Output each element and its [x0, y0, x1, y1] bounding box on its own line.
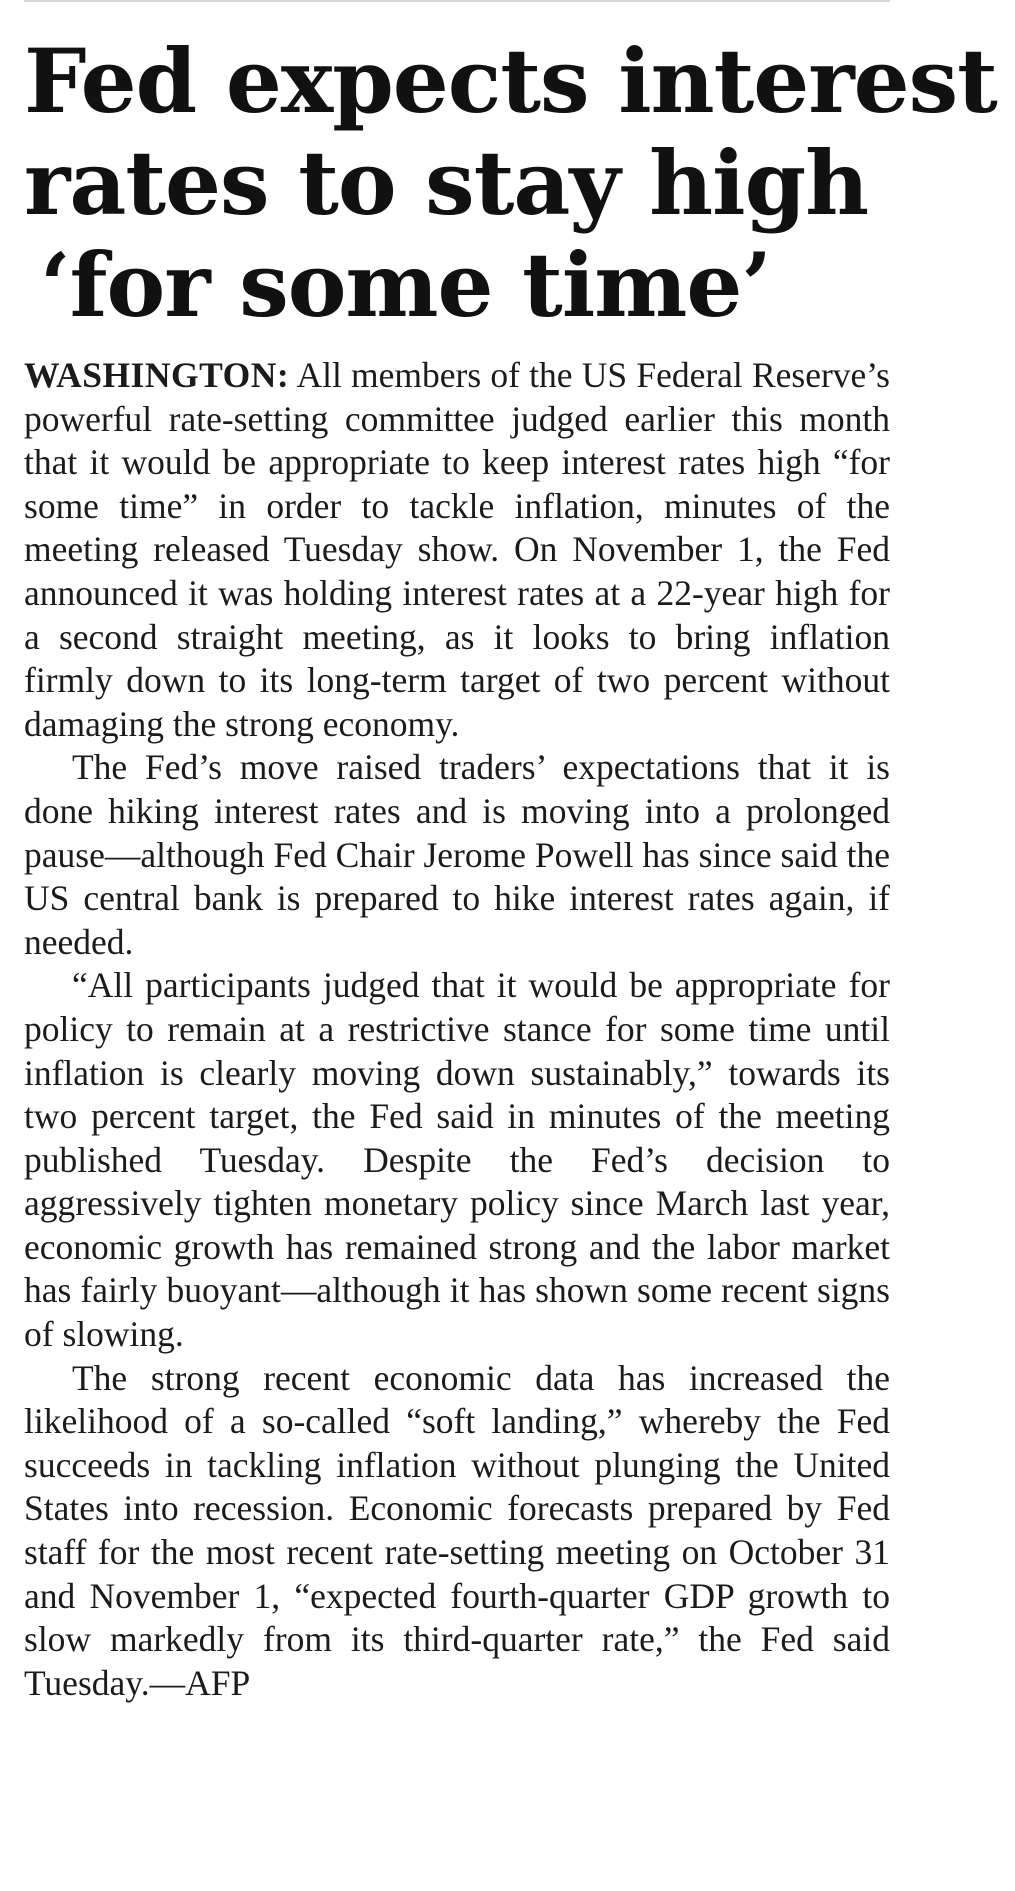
top-rule	[24, 0, 890, 2]
headline-line-1: Fed expects interest	[24, 29, 997, 133]
news-article	[24, 29, 997, 1705]
paragraph-3: “All participants judged that it would be appropriate for policy to remain at a restrictive stance for some time until inflation is clearly moving down sustainably,” towards its two percent target, the Fed said in minutes of the meeting published Tuesday. Despite the Fed’s decision to aggressively tighten monetary policy since March last year, economic growth has remained strong and the labor market has fairly buoyant—although it has shown some recent signs of slowing.	[24, 965, 890, 1355]
headline-line-3: ‘for some time’	[40, 233, 771, 337]
paragraph-2: The Fed’s move raised traders’ expectations that it is done hiking interest rates and is moving into a prolonged pause—although Fed Chair Jerome Powell has since said the US central bank is prepared to hike interest rates again, if needed.	[24, 747, 890, 962]
headline-line-2: rates to stay high	[24, 131, 869, 235]
dateline: WASHINGTON:	[24, 355, 290, 395]
paragraph-1-text: All members of the US Federal Reserve’s powerful rate-setting committee judged earlier this month that it would be appropriate to keep interest rates high “for some time” in order to tackle inflation, minutes of the meeting released Tuesday show. On November 1, the Fed announced it was holding interest rates at a 22-year high for a second straight meeting, as it looks to bring inflation firmly down to its long-term target of two percent without damaging the strong economy.	[24, 355, 890, 744]
paragraph-4: The strong recent economic data has increased the likelihood of a so-called “soft landing,” whereby the Fed succeeds in tackling inflation without plunging the United States into recession. Economic forecasts prepared by Fed staff for the most recent rate-setting meeting on October 31 and November 1, “expected fourth-quarter GDP growth to slow markedly from its third-quarter rate,” the Fed said Tuesday.—AFP	[24, 1357, 890, 1703]
article-body	[24, 354, 890, 1705]
paragraph-1	[24, 354, 890, 746]
headline	[24, 29, 997, 337]
